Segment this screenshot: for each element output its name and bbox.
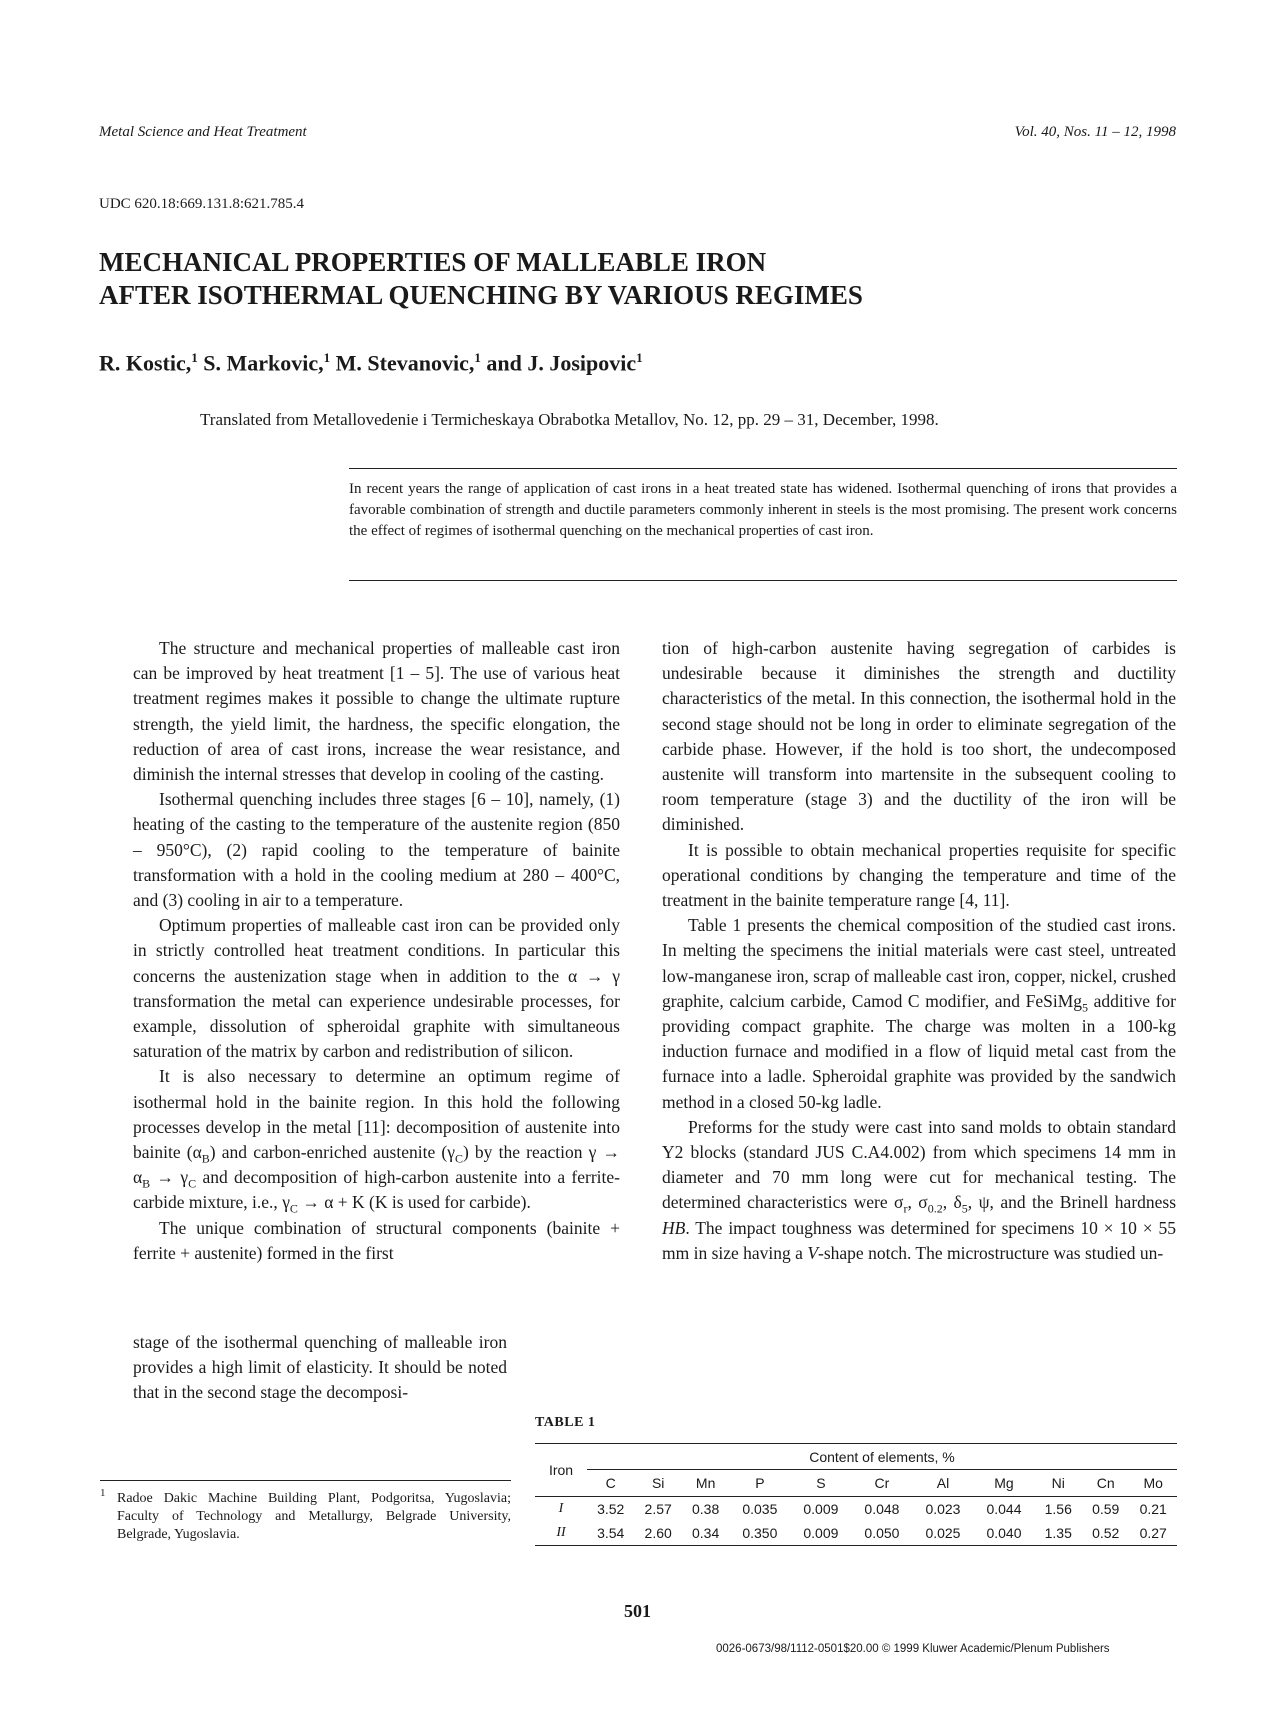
symbol: σ — [918, 1192, 928, 1213]
paragraph — [133, 1064, 620, 1215]
paragraph: Isothermal quenching includes three stages [6 – 10], namely, (1) heating of the casting to the temperature of the austenite region (850 – 950°C), (2) rapid cooling to the temperature of bainite transformation with a hold in the cooling medium at 280 – 400°C, and (3) cooling in air to a temperature. — [133, 789, 620, 911]
author-name: M. Stevanovic, — [335, 350, 475, 376]
iron-label: II — [535, 1521, 587, 1546]
iron-label: I — [558, 1501, 564, 1516]
subscript: B — [142, 1176, 151, 1191]
author-name: S. Markovic, — [203, 350, 324, 376]
symbol: γ — [447, 1142, 455, 1163]
affiliation-mark: 1 — [636, 350, 643, 365]
text-run: α → γ — [567, 965, 620, 986]
paragraph: It is possible to obtain mechanical properties requisite for specific operational conditions by changing the temperature and time of the treatment in the bainite temperature range [4, 11]. — [662, 839, 1176, 911]
text-run: ) and carbon-enriched austenite ( — [209, 1142, 448, 1163]
footnote-text: Radoe Dakic Machine Building Plant, Podgoritsa, Yugoslavia; Faculty of Technology and Metallurgy, Belgrade University, Belgrade, Yugoslavia. — [117, 1491, 511, 1542]
column-header: Mg — [973, 1470, 1034, 1497]
table-cell: 1.56 — [1044, 1501, 1072, 1517]
text-run: ) by the reaction — [462, 1142, 589, 1163]
author-name: R. Kostic, — [99, 350, 192, 376]
composition-table — [535, 1443, 1177, 1546]
column-header: Mn — [682, 1470, 729, 1497]
text-run: It is also necessary to determine an optimum regime of isothermal hold in the bainite region. In this hold the following processes develop in the metal [11]: decomposition of austenite into bainite ( — [133, 1066, 620, 1163]
symbol: ψ — [978, 1192, 990, 1213]
text-run: , and the Brinell hardness — [989, 1192, 1177, 1213]
subscript: 0.2 — [927, 1201, 943, 1216]
column-header: Cr — [851, 1470, 912, 1497]
column-header: Si — [634, 1470, 681, 1497]
table-cell: 0.350 — [729, 1521, 790, 1546]
symbol: σ — [894, 1192, 904, 1213]
column-header: Ni — [1035, 1470, 1082, 1497]
table-cell: 0.52 — [1082, 1521, 1129, 1546]
table-label: TABLE 1 — [535, 1415, 596, 1430]
table-cell: 0.009 — [803, 1501, 839, 1517]
text-run: Table 1 presents the chemical composition of the studied cast irons. In melting the specimens the initial materials were cast steel, untreated low-manganese iron, scrap of malleable cast iron, copper, nickel, crushed graphite, calcium carbide, Camod C modifier, and FeSiMg — [662, 915, 1176, 1011]
journal-name: Metal Science and Heat Treatment — [99, 124, 307, 140]
table-cell: 0.040 — [973, 1521, 1034, 1546]
text-run: additive for providing compact graphite. The charge was molten in a 100-kg induction furnace and modified in a flow of liquid metal cast from the furnace into a ladle. Spheroidal graphite was provided by the sandwich method in a closed 50-kg ladle. — [662, 990, 1176, 1112]
right-column — [662, 636, 1176, 1266]
column-header: Mo — [1129, 1470, 1177, 1497]
table-cell: 2.60 — [634, 1521, 681, 1546]
table-row — [535, 1521, 1177, 1546]
table-cell: 0.34 — [682, 1521, 729, 1546]
copyright: 0026-0673/98/1112-0501$20.00 © 1999 Kluwer Academic/Plenum Publishers — [716, 1643, 1110, 1655]
text-run: . The impact toughness was determined for specimens 10 × 10 × 55 mm in size having a — [662, 1217, 1176, 1263]
subscript: 5 — [1082, 1000, 1089, 1015]
footnote-rule — [100, 1480, 511, 1481]
text-run: HB — [662, 1217, 686, 1238]
paragraph — [662, 913, 1176, 1115]
row-header: Iron — [535, 1444, 587, 1497]
column-header: Al — [912, 1470, 973, 1497]
text-run: K (K is used for carbide). — [347, 1192, 531, 1213]
table-cell: 0.035 — [742, 1501, 778, 1517]
left-column — [133, 636, 620, 1266]
affiliation-mark: 1 — [474, 350, 481, 365]
subscript: 5 — [961, 1201, 968, 1216]
udc-code: UDC 620.18:669.131.8:621.785.4 — [99, 196, 305, 212]
symbol: → α + — [297, 1192, 348, 1213]
text-run: -shape notch. The microstructure was studied un- — [818, 1242, 1164, 1263]
symbol: γ — [282, 1192, 290, 1213]
abstract: In recent years the range of application of cast irons in a heat treated state has widened. Isothermal quenching of irons that provides a favorable combination of strength and ductile parameters commonly inherent in steels is the most promising. The present work concerns the effect of regimes of isothermal quenching on the mechanical properties of cast iron. — [349, 481, 1177, 539]
article-title — [99, 246, 863, 312]
column-header: P — [729, 1470, 790, 1497]
subscript: C — [188, 1176, 197, 1191]
symbol: δ — [953, 1192, 962, 1213]
column-header: Cn — [1082, 1470, 1129, 1497]
author-name: and J. Josipovic — [486, 350, 637, 376]
table-cell: 0.023 — [925, 1501, 961, 1517]
affiliation-mark: 1 — [191, 350, 198, 365]
symbol: α — [192, 1142, 202, 1163]
table-cell: 0.050 — [851, 1521, 912, 1546]
table-cell: 0.025 — [912, 1521, 973, 1546]
title-line-2: AFTER ISOTHERMAL QUENCHING BY VARIOUS REGIMES — [99, 280, 863, 310]
paragraph — [133, 913, 620, 1064]
table-row — [535, 1497, 1177, 1522]
symbol: → γ — [150, 1167, 189, 1188]
subscript: B — [201, 1151, 210, 1166]
left-column-tail — [133, 1330, 507, 1406]
paragraph: The unique combination of structural components (bainite + ferrite + austenite) formed in the first — [133, 1217, 620, 1263]
table-cell: 2.57 — [644, 1501, 672, 1517]
table-cell: 0.59 — [1092, 1501, 1120, 1517]
symbol: γ → α — [133, 1142, 621, 1188]
author-list — [99, 350, 643, 376]
paragraph: The structure and mechanical properties of malleable cast iron can be improved by heat treatment [1 – 5]. The use of various heat treatment regimes makes it possible to change the ultimate rupture strength, the yield limit, the hardness, the specific elongation, the reduction of area of cast irons, increase the wear resistance, and diminish the internal stresses that develop in cooling of the casting. — [133, 638, 620, 785]
subscript: C — [289, 1201, 298, 1216]
abstract-top-rule — [349, 468, 1177, 469]
text-run: V — [807, 1242, 819, 1263]
table-cell: 3.54 — [587, 1521, 634, 1546]
table-cell: 0.27 — [1129, 1521, 1177, 1546]
subscript: C — [454, 1151, 463, 1166]
paragraph-continued: stage of the isothermal quenching of malleable iron provides a high limit of elasticity. It should be noted that in the second stage the decomposi- — [133, 1332, 507, 1403]
subscript: r — [903, 1201, 908, 1216]
paragraph: tion of high-carbon austenite having segregation of carbides is undesirable because it diminishes the strength and ductility characteristics of the metal. In this connection, the isothermal hold in the second stage should not be long in order to eliminate segregation of the carbide phase. However, if the hold is too short, the undecomposed austenite will transform into martensite in the subsequent cooling to room temperature (stage 3) and the ductility of the iron will be diminished. — [662, 638, 1176, 835]
footnote — [100, 1487, 511, 1544]
footnote-mark: 1 — [100, 1487, 106, 1499]
text-run: and decomposition of high-carbon austenite into a ferrite-carbide mixture, i.e., — [133, 1167, 620, 1213]
affiliation-mark: 1 — [323, 350, 331, 365]
volume-info: Vol. 40, Nos. 11 – 12, 1998 — [1014, 124, 1176, 140]
paragraph: Preforms for the study were cast into sand molds to obtain standard Y2 blocks (standard JUS C.A4.002) from which specimens 14 mm in diameter and 70 mm long were cut for mechanical testing. The determined characteristics were $\sigma_r$, $\sigma_{0.2}$, $\delta_5$, ψ, and the Brinell hardness HB. The impact toughness was determined for specimens 10 × 10 × 55 mm in size having a V-shape notch. The microstructure was studied un- — [662, 1116, 1177, 1263]
text-run: Optimum properties of malleable cast iron can be provided only in strictly controlled heat treatment conditions. In particular this concerns the austenization stage when in addition to the — [133, 915, 620, 986]
title-line-1: MECHANICAL PROPERTIES OF MALLEABLE IRON — [99, 247, 767, 277]
text-run: Preforms for the study were cast into sand molds to obtain standard Y2 blocks (standard JUS C.A4.002) from which specimens 14 mm in diameter and 70 mm long were cut for mechanical testing. The determined characteristics were — [662, 1116, 1176, 1213]
table-cell: 0.044 — [986, 1501, 1022, 1517]
translation-note: Translated from Metallovedenie i Termicheskaya Obrabotka Metallov, No. 12, pp. 29 – 31, December, 1998. — [200, 410, 939, 429]
column-header: S — [790, 1470, 851, 1497]
column-header: C — [587, 1470, 634, 1497]
table-cell: 3.52 — [597, 1501, 625, 1517]
text-run: transformation the metal can experience undesirable processes, for example, dissolution of spheroidal graphite with simultaneous saturation of the matrix by carbon and redistribution of silicon. — [133, 990, 620, 1062]
page-number: 501 — [624, 1601, 651, 1621]
table-cell: 0.21 — [1139, 1501, 1167, 1517]
table-cell: 0.009 — [790, 1521, 851, 1546]
table-cell: 0.38 — [692, 1501, 720, 1517]
table-cell: 0.048 — [864, 1501, 900, 1517]
abstract-bottom-rule — [349, 580, 1177, 581]
table-cell: 1.35 — [1035, 1521, 1082, 1546]
group-header: Content of elements, % — [587, 1444, 1177, 1470]
